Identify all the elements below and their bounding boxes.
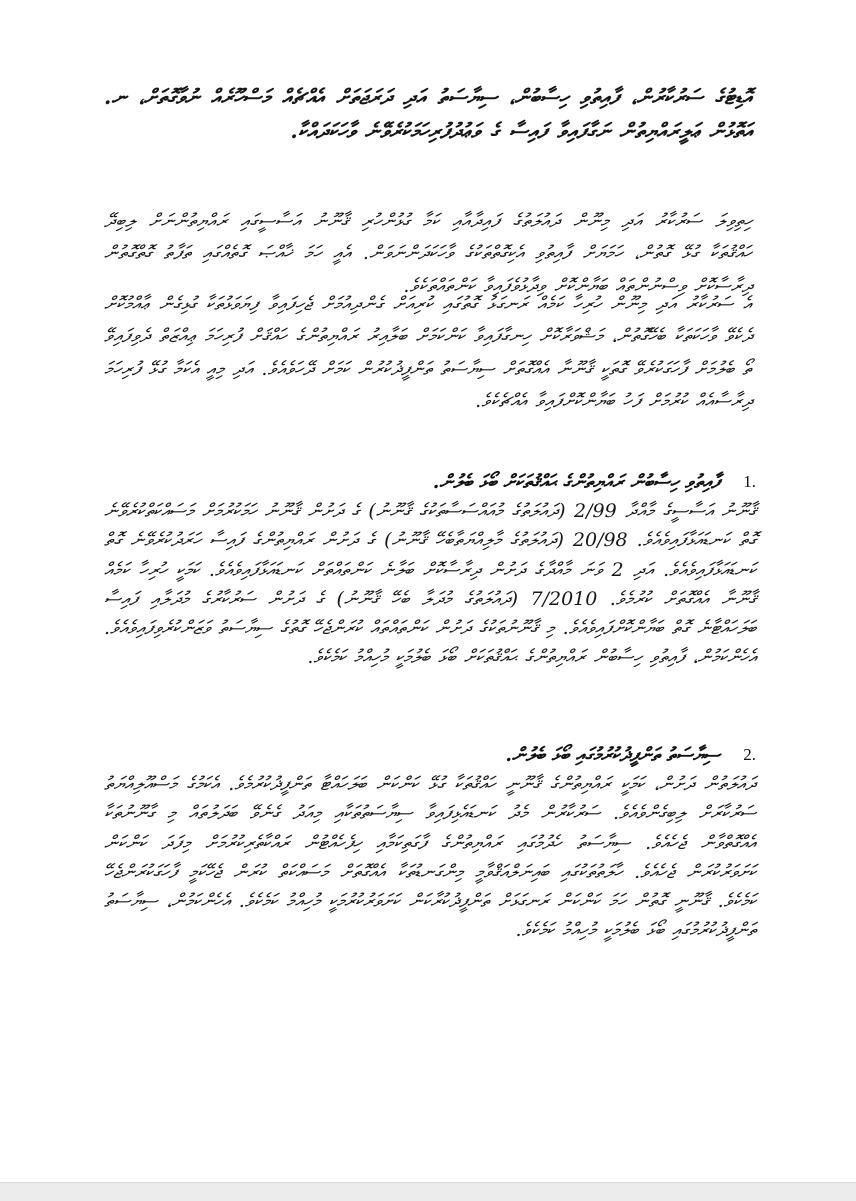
section-number: 1. — [743, 472, 756, 491]
section-title: ފާއިތުވި ހިސާބުން ރައްޔިތުންގެ ޙައްޤުތަކަށް ބޯޅަ ބެލުން. — [432, 471, 720, 493]
section-heading — [104, 740, 756, 770]
section-body: ދައުލަތުން ދަށުން، ކަމަކީ ރައްޔިތުންގެ ޤާނޫނީ ހައްޤުތަކާ ގުޅޭ ކަންކަން ބަލަހައްޓާ ތަންފީޛުކުރުމެވެ. އެކަމުގެ މަސްއޫލިއްޔަތު ސަރުކާރަށް ލިބިގެންވެއެވެ. ސަރުކާރުން މެދު ކަނޑައެޅިފައިވާ ސިޔާސަތުތަކާއި މިއަދު ގެނެވޭ ބަދަލުތައް މި ގާނޫނުތަކާ އެއްގޮތްވާން ޖެހެއެވެ. ސިޔާސަތު ހެދުމުގައި ރައްޔިތުންގެ ފާގަތިކަމާއި ހިފެހެއްޓުން ރައްކާތެރިކުރުމަށް މިފަދަ ކަންކަން ކަށަވަރުކުރަން ޖެހެއެވެ. ހާލަތުތަކުގައި ބައިނަލްއަޤްވާމީ މިންގަނޑުތަކާ އެއްގޮތަށް މަސައްކަތް ކުރަން ޖެހޭކަމީ ފާހަގަކުރަންޖެހޭ ކަމެކެވެ. ޤާނޫނީ ގޮތުން ހަމަ ކަންކަން ރަނގަޅަށް ތަންފީޛުކުރާކަން ކަށަވަރުކުރުމަކީ މުހިއްމު ކަމެކެވެ. އެހެންކަމުން، ސިޔާސަތު ތަންފީޛުކުރުމުގައި ބޯޅަ ބެލުމަކީ މުހިއްމު ކަމެކެވެ. — [104, 773, 756, 942]
page-bottom-edge — [0, 1182, 856, 1201]
section-body: ޤާނޫނު އަސާސީގެ މާއްދާ 2/99 (ދައުލަތުގެ މުއައްސަސާތަކުގެ ޤާނޫނު) ގެ ދަށުން ޤާނޫނު ހަމަކުރުމަށް މަސައްކަތްކުރެވޭނެ ގޮތް ކަނޑައަޅާފައިވެއެވެ. 20/98 (ދައުލަތުގެ މާލިއްޔަތާބެހޭ ޤާނޫނު) ގެ ދަށުން ރައްޔިތުންގެ ފައިސާ ހަރަދުކުރެވޭނެ ގޮތް ކަނޑައަޅާފައިވެއެވެ. އަދި 2 ވަނަ މާއްދާގެ ދަށުން ދިރާސާކޮށް ބަލާނެ ކަންތައްތަށް ކަނޑައަޅާފައިވެއެވެ. ކަމަކީ ހުރިހާ ކަމެއް ޤާނޫނާ އެއްގޮތަށް ކުރުމެވެ. 7/2010 (ދައުލަތުގެ މުދަލާ ބެހޭ ޤާނޫނު) ގެ ދަށުން ސަރުކާރުގެ މުދަލާއި ފައިސާ ބަލަހައްޓާނެ ގޮތް ބަޔާންކޮށްފައިވެއެވެ. މި ޤާނޫނުތަކުގެ ދަށުން ކަންތައްތައް ކުރަންޖެހޭ ގޮތުގެ ސިޔާސަތު ވަޒަންކުރެވިފައިވެއެވެ. އެހެންކަމުން، ފާއިތުވި ހިސާބުން ރައްޔިތުންގެ ޙައްޤުތަކަށް ބޯޅަ ބެލުމަކީ މުހިއްމު ކަމެކެވެ. — [104, 500, 756, 669]
intro-paragraph-1: ހިތިވިލަ ސަރުކާރު އަދި މިނޫން ދައުލަތުގެ ފައިދާއާއި ކަމާ ގުޅުންހުރި ޤާނޫނު އަސާސީގައި ރައްޔިތުންނަށް ލިބިދޭ ހައްޤުތަކާ ގުޅޭ ގޮތުން، ހަމަޔަށް ފާއިތުވި އެކިގޮތްތަކުގެ ވާހަކަދަންނަވަން. އެއީ ހަމަ ޚާއްޞަ ގޮތެއްގައި ތަފާތު ގޮތްގޮތުން ދިރާސާކޮށް ވިސްނުންތައް ބަޔާންކޮށް ވިދާޅުވެފައިވާ ކަންތައްތަކެވެ. — [104, 210, 752, 297]
intro-paragraph-2: އެ ސަރުކާރު އަދި މިނޫން ހުރިހާ ކަމެއް ރަނގަޅު ގޮތުގައި ކުރިއަށް ގެންދިއުމަށް ޖެހިފައިވާ ފިޔަވަޅުތަކާ ގުޅިގެން ޢާއްމުކޮށް ދެކެވޭ ވާހަކަތަކާ ބެހޭގޮތުން، މަޝްވަރާކޮށް ހިނގާފައިވާ ކަންކަމަށް ބަލާއިރު ރައްޔިތުންގެ ހައްޤަށް ފުރިހަމަ ޢިއްޒަތް ދެވިފައިވޭ ތޯ ބެލުމަށް ފާހަގަކުރެވޭ ގޮތަކީ ޤާނޫނާ އެއްގޮތަށް ސިޔާސަތު ތަންފީޛުކުރުން ކަމަށް ދޭހަވެއެވެ. އަދި މިއީ އެކަމާ ގުޅޭ ފުރިހަމަ ދިރާސާއެއް ކުރުމަށް ފަހު ބަޔާންކޮށްފައިވާ އެއްޗެކެވެ. — [104, 293, 752, 413]
document-heading: އޮޑިޓުގެ ސަރުކާރުން، ފާއިތުވި ހިސާބުން، ސިޔާސަތު އަދި ދަރަޖަތަށް އެއްޗެއް މަސްހޫރެއް ނުވާގޮތަށް، ނ. އަތޮޅުން ޢަލީރައްޔިތުން ނަގާފައިވާ ފައިސާ ގެ ވަޢުދުފުރިހަމަކުރެވޭނެ ވާހަކަދައްކާ. — [104, 84, 752, 143]
section-number: 2. — [743, 745, 756, 764]
numbered-section-2 — [104, 740, 756, 946]
numbered-section-1 — [104, 467, 756, 673]
section-heading — [104, 467, 756, 497]
section-title: ސިޔާސަތު ތަންފީޛުކުރުމުގައި ބޯޅަ ބެލުން. — [505, 744, 720, 766]
